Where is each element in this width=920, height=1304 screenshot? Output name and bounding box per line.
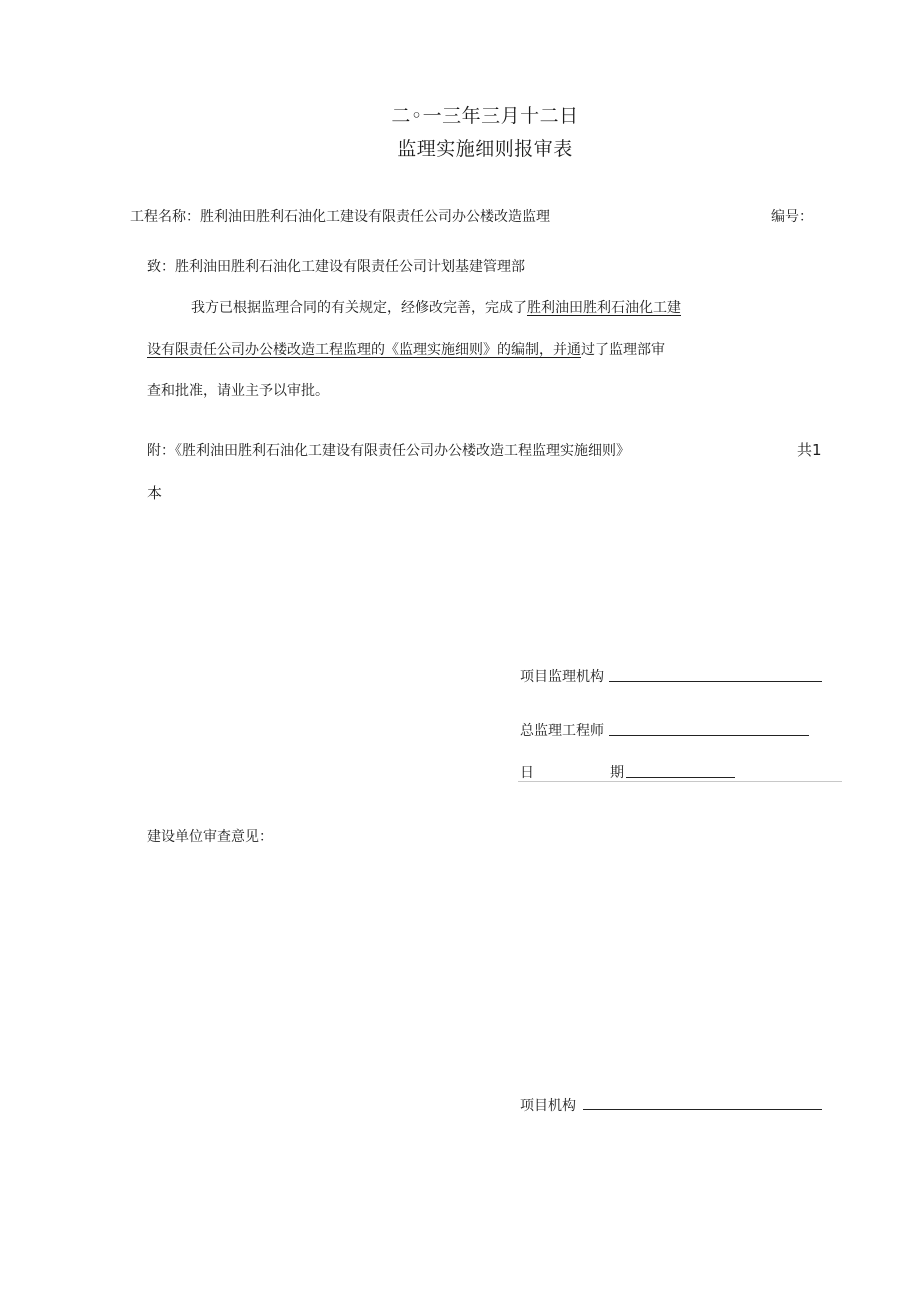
project-name-line: [130, 206, 550, 226]
chief-engineer-label: 总监理工程师: [520, 723, 604, 739]
paragraph-underlined-text: 设有限责任公司办公楼改造工程监理的《监理实施细则》的编制，并通: [147, 342, 581, 358]
paragraph-line-2: [147, 339, 665, 359]
paragraph-line-1: [191, 297, 681, 317]
paragraph-line-3: 查和批准，请业主予以审批。: [147, 383, 329, 399]
date-label-day: 日: [520, 765, 534, 781]
owner-org-signature-line[interactable]: [583, 1109, 822, 1110]
owner-opinion-label: 建设单位审查意见：: [147, 829, 273, 845]
attachment-line: [147, 440, 630, 460]
supervisor-org-label: 项目监理机构: [520, 669, 604, 685]
to-label: 致：: [147, 259, 175, 275]
attach-doc: 《胜利油田胜利石油化工建设有限责任公司办公楼改造工程监理实施细则》: [175, 443, 630, 459]
section-divider: [518, 781, 842, 782]
paragraph-underlined-text: 胜利油田胜利石油化工建: [527, 300, 681, 316]
form-title: 监理实施细则报审表: [397, 138, 573, 160]
addressee-line: [147, 256, 525, 276]
date-label-period: 期: [610, 765, 624, 781]
attach-count: 共1: [797, 441, 822, 459]
date-line: 二◦一三年三月十二日: [391, 105, 579, 127]
number-label: 编号：: [771, 209, 813, 225]
to-org: 胜利油田胜利石油化工建设有限责任公司计划基建管理部: [175, 259, 525, 275]
attach-unit: 本: [147, 484, 163, 502]
attach-label: 附：: [147, 443, 175, 459]
paragraph-text: 过了监理部审: [581, 342, 665, 358]
project-name: 胜利油田胜利石油化工建设有限责任公司办公楼改造监理: [200, 209, 550, 225]
date-signature-line[interactable]: [626, 777, 735, 778]
project-label: 工程名称：: [130, 209, 200, 225]
paragraph-text: 我方已根据监理合同的有关规定，经修改完善，完成了: [191, 300, 527, 316]
chief-engineer-signature-line[interactable]: [609, 735, 809, 736]
supervisor-org-signature-line[interactable]: [609, 681, 822, 682]
owner-org-label: 项目机构: [520, 1098, 576, 1114]
